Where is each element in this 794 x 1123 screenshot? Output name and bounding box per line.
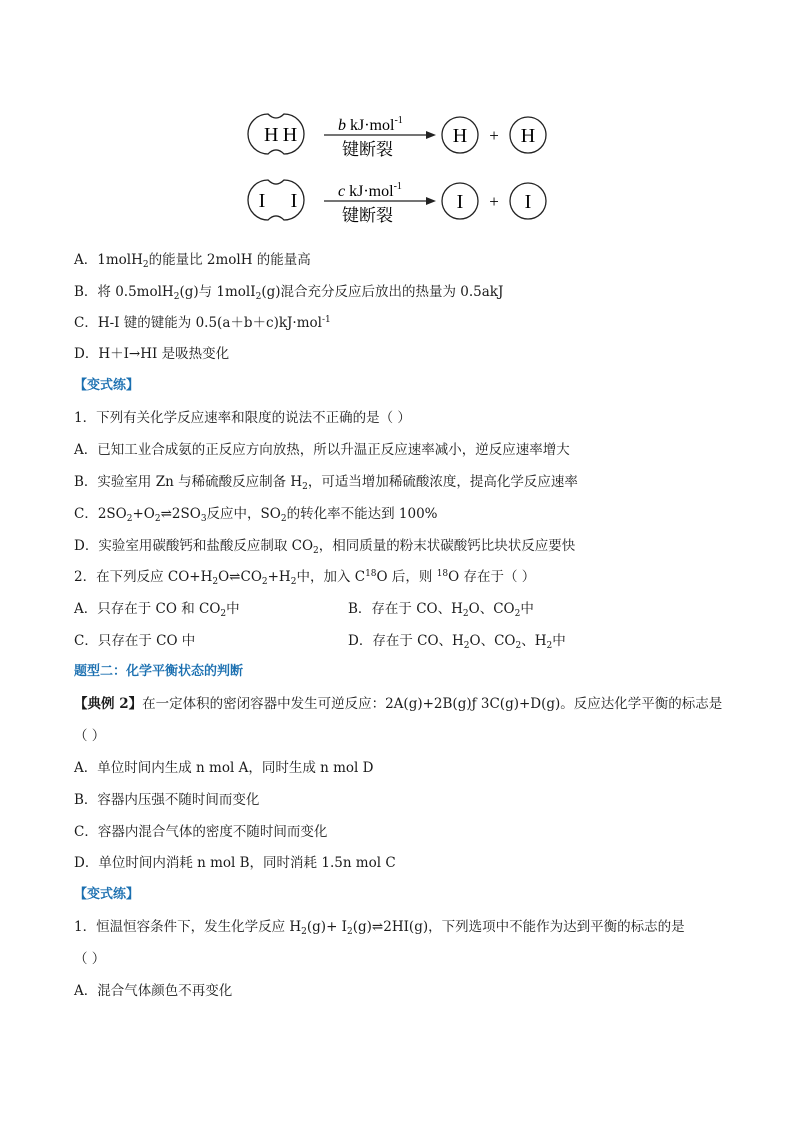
option-d-endothermic: D．H＋I→HI 是吸热变化 (74, 346, 230, 362)
energy-label-b: b kJ·mol$^{-1}$ (338, 115, 403, 134)
energy-label-c: c kJ·mol$^{-1}$ (338, 181, 402, 200)
ex2-option-c: C．容器内混合气体的密度不随时间而变化 (74, 824, 328, 840)
q2-option-a: A．只存在于 CO 和 $CO_2$中 (74, 601, 240, 619)
bond-breaking-diagram (244, 108, 554, 228)
q3-option-a: A．混合气体颜色不再变化 (74, 983, 233, 999)
q1-stem: 1．下列有关化学反应速率和限度的说法不正确的是（ ） (74, 410, 411, 426)
option-b-heat: B．将 0.5molH$_2$(g)与 1molI$_2$(g)混合充分反应后放出的热量为 0.5akJ (74, 284, 504, 302)
h2-atom-right: H (282, 124, 298, 146)
q2-option-c: C．只存在于 CO 中 (74, 633, 196, 649)
i2-atom-left: I (258, 190, 266, 212)
i2-atom-right: I (290, 190, 298, 212)
section-variant-practice-2: 【变式练】 (74, 887, 140, 902)
q1-option-a: A．已知工业合成氨的正反应方向放热，所以升温正反应速率减小，逆反应速率增大 (74, 442, 570, 458)
q2-option-b: B．存在于 CO、$H_2O$、$CO_2$中 (348, 601, 534, 619)
h2-atom-left: H (264, 124, 279, 146)
arrow-head-2 (426, 197, 436, 205)
ex2-option-d: D．单位时间内消耗 n mol B，同时消耗 1.5n mol C (74, 855, 396, 871)
h-atom-product-2-label: H (520, 125, 536, 147)
plus-sign-2: + (489, 192, 499, 211)
i-atom-product-2-label: I (524, 191, 532, 213)
section-type-two: 题型二：化学平衡状态的判断 (74, 664, 244, 679)
i-atom-product-1-label: I (456, 191, 464, 213)
bond-break-label-2: 键断裂 (342, 206, 393, 226)
ex2-stem: 【典例 2】在一定体积的密闭容器中发生可逆反应：2A(g)+2B(g)ƒ 3C(g)+D(g)。反应达化学平衡的标志是 (74, 696, 723, 712)
plus-sign-1: + (489, 126, 499, 145)
section-variant-practice-1: 【变式练】 (74, 378, 140, 393)
ex2-paren: （ ） (74, 728, 106, 744)
q3-stem: 1．恒温恒容条件下，发生化学反应 $H_2(g)+$ $I_2(g)\rightleftharpoons 2HI(g)$，下列选项中不能作为达到平衡的标志的是 (74, 919, 685, 937)
q3-paren: （ ） (74, 951, 106, 967)
i2-bond-breaking-row (248, 180, 546, 226)
q2-option-d: D．存在于 CO、$H_2O$、$CO_2$、$H_2$中 (348, 633, 566, 651)
bond-break-label-1: 键断裂 (342, 140, 393, 160)
q2-stem: 2．在下列反应 $CO+H_2O\rightleftharpoons CO_2+H_2$中，加入 $C^{18}O$ 后，则 $^{18}$O 存在于（ ） (74, 569, 536, 587)
q1-option-c: C．$2SO_2+O_2\rightleftharpoons 2SO_3$反应中，$SO_2$的转化率不能达到 100% (74, 506, 438, 524)
ex2-option-a: A．单位时间内生成 n mol A，同时生成 n mol D (74, 760, 374, 776)
h2-bond-breaking-row (248, 114, 546, 160)
ex2-option-b: B．容器内压强不随时间而变化 (74, 792, 260, 808)
q1-option-d: D．实验室用碳酸钙和盐酸反应制取 $CO_2$，相同质量的粉末状碳酸钙比块状反应要快 (74, 538, 576, 556)
q1-option-b: B．实验室用 Zn 与稀硫酸反应制备 $H_2$，可适当增加稀硫酸浓度，提高化学反应速率 (74, 474, 578, 492)
h-atom-product-1-label: H (452, 125, 468, 147)
arrow-head-1 (426, 131, 436, 139)
option-a-energy: A．1molH$_2$的能量比 2molH 的能量高 (74, 252, 311, 270)
option-c-bond-energy: C．H-I 键的键能为 0.5(a＋b＋c)kJ·mol$^{-1}$ (74, 315, 331, 331)
